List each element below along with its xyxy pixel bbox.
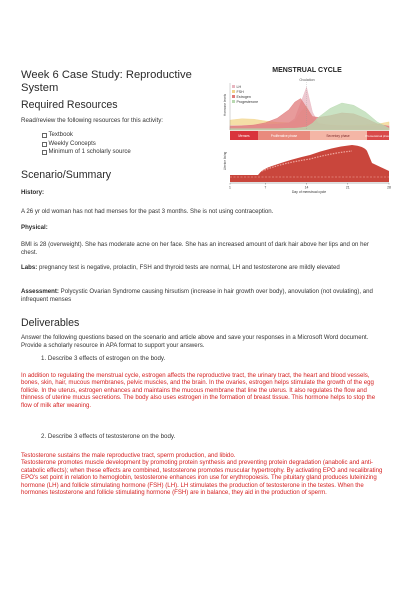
- required-resources-heading: Required Resources: [21, 99, 118, 111]
- phase-label-premenstrual: Premenstrual phase: [365, 133, 391, 138]
- x-tick-label: 14: [304, 185, 309, 190]
- legend: [232, 85, 258, 104]
- x-tick-label: 7: [264, 185, 267, 190]
- deliverables-heading: Deliverables: [21, 317, 80, 329]
- legend-swatch-estrogen: [232, 95, 235, 98]
- ylabel-lining: Uterine lining: [223, 151, 227, 171]
- resource-list: [42, 131, 131, 157]
- legend-swatch-fsh: [232, 90, 235, 93]
- legend-swatch-progesterone: [232, 100, 235, 103]
- hormone-areas: [230, 82, 389, 130]
- assessment-paragraph: [21, 288, 381, 303]
- legend-lh: LH: [236, 84, 242, 89]
- legend-fsh: FSH: [236, 89, 244, 94]
- answer-1: In addition to regulating the menstrual cycle, estrogen affects the reproductive tract, the urinary tract, the heart and blood vessels, bones, skin, hair, mucous membranes, pelvic muscles, and the brain. In the ovaries, estrogen helps stimulate the growth of the egg follicle. In the uterus, estrogen enhances and maintains the mucous membrane that line the uterus. It also regulates the flow and thinness of uterine mucus secretions. The body also uses estrogen in the formation of breast tissue. This hormone helps to stop the flow of milk after weaning.: [21, 372, 376, 409]
- answer-2: [21, 452, 383, 496]
- list-item: [42, 140, 131, 149]
- history-label: History:: [21, 189, 45, 196]
- chart-title: MENSTRUAL CYCLE: [272, 67, 342, 74]
- resource-label: Textbook: [48, 131, 73, 138]
- checkbox-icon: [42, 133, 47, 138]
- legend-swatch-lh: [232, 85, 235, 88]
- x-tick-label: 28: [387, 185, 391, 190]
- answer-2-rest: Testosterone promotes muscle development by promoting protein synthesis and preventing protein degradation (anabolic and anti-catabolic effects); when these effects are combined, testosterone promotes muscular hypertrophy. By activating EPO and recalibrating EPO's set point in relation to hemoglobin, testosterone enhances iron use for erythropoiesis. The pituitary gland produces luteinizing hormone (LH) and follicle stimulating hormone (FSH) (LH). LH stimulates the production of testosterone in the testes. When the hormones testosterone and follicle stimulating hormone (FSH) are in balance, they aid in the production of sperm.: [21, 459, 383, 497]
- page-title: Week 6 Case Study: Reproductive System: [21, 69, 192, 94]
- x-axis-ticks: [229, 183, 391, 190]
- assessment-label: Assessment:: [21, 288, 59, 295]
- physical-text: BMI is 28 (overweight). She has moderate acne on her face. She has an increased amount of dark hair above her lips and on her chest.: [21, 241, 369, 256]
- checkbox-icon: [42, 142, 47, 147]
- physical-label: Physical:: [21, 224, 48, 231]
- phase-label-menses: Menses: [238, 133, 250, 138]
- x-axis-label: Day of menstrual cycle: [291, 190, 327, 194]
- phase-label-secretory: Secretory phase: [326, 133, 350, 138]
- phase-label-proliferative: Proliferative phase: [270, 133, 298, 138]
- menstrual-cycle-chart: [222, 63, 392, 195]
- x-tick-label: 1: [229, 185, 231, 190]
- scenario-heading: Scenario/Summary: [21, 169, 112, 181]
- assessment-text: Polycystic Ovarian Syndrome causing hirsutism (increase in hair growth over body), anovulation (not ovulating), and infrequent menses: [21, 288, 373, 303]
- lining-shape: [230, 145, 389, 182]
- phase-band: [230, 131, 391, 140]
- list-item: [42, 148, 131, 157]
- ovulation-label: Ovulation: [299, 78, 315, 82]
- read-review-text: Read/review the following resources for this activity:: [21, 117, 164, 124]
- list-item: [42, 131, 131, 140]
- labs-paragraph: [21, 264, 381, 272]
- history-text: A 26 yr old woman has not had menses for the past 3 months. She is not using contraception.: [21, 208, 274, 215]
- legend-progesterone: Progesterone: [236, 99, 259, 104]
- deliverables-intro: Answer the following questions based on the scenario and article above and save your responses in a Microsoft Word document. Provide a scholarly resource in APA format to support your answers.: [21, 334, 369, 349]
- legend-estrogen: Estrogen: [236, 94, 251, 99]
- x-tick-label: 21: [345, 185, 350, 190]
- uterine-lining: [230, 145, 389, 182]
- resource-label: Weekly Concepts: [48, 139, 96, 147]
- question-1: 1. Describe 3 effects of estrogen on the body.: [41, 355, 166, 362]
- ylabel-hormone: Hormone levels: [223, 93, 227, 117]
- checkbox-icon: [42, 150, 47, 155]
- question-2: 2. Describe 3 effects of testosterone on the body.: [41, 433, 176, 440]
- answer-2-line-1: Testosterone sustains the male reproductive tract, sperm production, and libido.: [21, 452, 236, 459]
- resource-label: Minimum of 1 scholarly source: [48, 148, 131, 156]
- labs-text: pregnancy test is negative, prolactin, FSH and thyroid tests are normal, LH and testosterone are mildly elevated: [37, 264, 340, 271]
- labs-label: Labs:: [21, 264, 38, 271]
